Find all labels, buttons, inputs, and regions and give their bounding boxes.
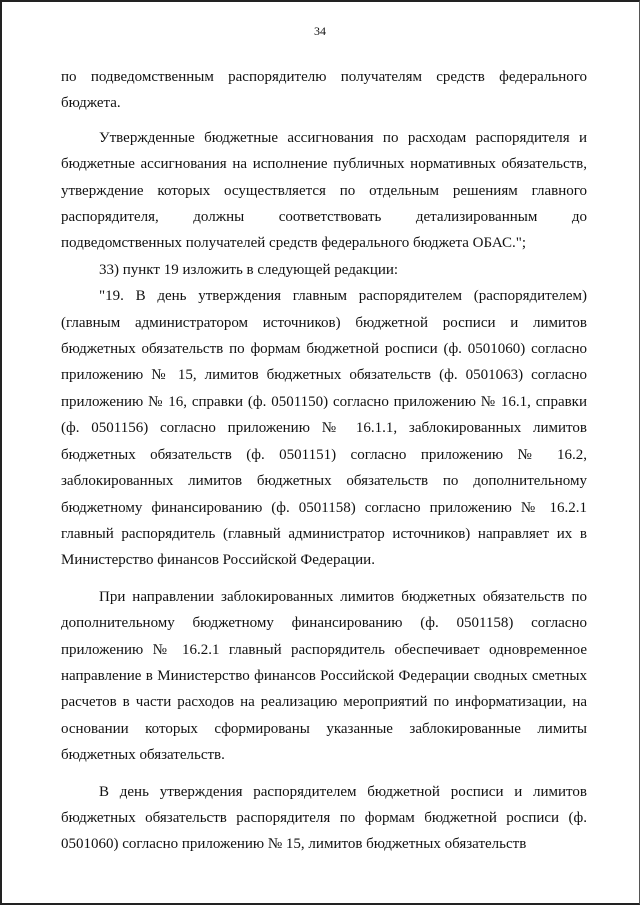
paragraph-continuation: по подведомственным распорядителю получателям средств федерального бюджета. xyxy=(61,69,587,112)
page-number: 34 xyxy=(314,24,326,38)
paragraph-approval-day: В день утверждения распорядителем бюджетной росписи и лимитов бюджетных обязательств распорядителя по формам бюджетной росписи (ф. 0501060) согласно приложению № 15, лимитов бюджетных обязательств xyxy=(61,783,587,853)
document-body xyxy=(61,64,587,858)
paragraph-blocked-limits: При направлении заблокированных лимитов бюджетных обязательств по дополнительному бюджетному финансированию (ф. 0501158) согласно приложению № 16.2.1 главный распорядитель обеспечивает одновременное направление в Министерство финансов Российской Федерации сводных сметных расчетов в части расходов на реализацию мероприятий по информатизации, на основании которых сформированы указанные заблокированные лимиты бюджетных обязательств. xyxy=(61,588,587,764)
paragraph-clause-19: "19. В день утверждения главным распорядителем (распорядителем) (главным администратором источников) бюджетной росписи и лимитов бюджетных обязательств по формам бюджетной росписи (ф. 0501060) согласно приложению № 15, лимитов бюджетных обязательств (ф. 0501063) согласно приложению № 16, справки (ф. 0501150) согласно приложению № 16.1, справки (ф. 0501156) согласно приложению № 16.1.1, заблокированных лимитов бюджетных обязательств (ф. 0501151) согласно приложению № 16.2, заблокированных лимитов бюджетных обязательств по дополнительному бюджетному финансированию (ф. 0501158) согласно приложению № 16.2.1 главный распорядитель (главный администратор источников) направляет их в Министерство финансов Российской Федерации. xyxy=(61,288,587,569)
paragraph-approved-allocations: Утвержденные бюджетные ассигнования по расходам распорядителя и бюджетные ассигнования на исполнение публичных нормативных обязательств, утверждение которых осуществляется по отдельным решениям главного распорядителя, должны соответствовать детализированным до подведомственных получателей средств федерального бюджета ОБАС."; xyxy=(61,129,587,252)
paragraph-item-33: 33) пункт 19 изложить в следующей редакции: xyxy=(99,261,399,278)
